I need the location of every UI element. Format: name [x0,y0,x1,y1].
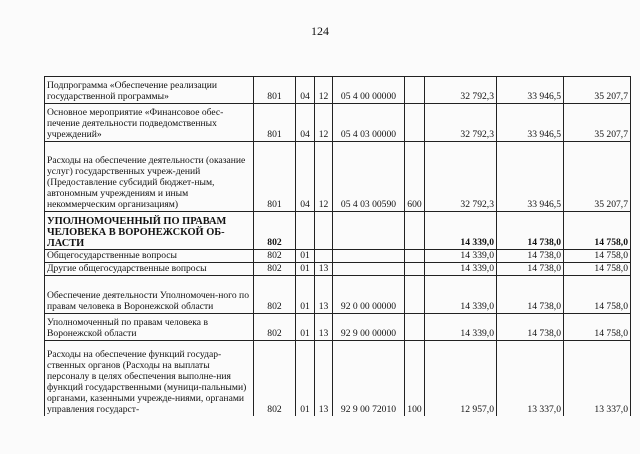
cell-grbs: 801 [254,104,296,142]
cell-csr [333,212,405,250]
cell-rz [296,212,315,250]
cell-grbs: 802 [254,276,296,314]
cell-rz: 04 [296,104,315,142]
cell-amount-year-3: 13 337,0 [564,341,631,416]
cell-rz: 01 [296,276,315,314]
cell-amount-year-2: 33 946,5 [497,77,564,104]
cell-grbs: 802 [254,263,296,276]
cell-amount-year-1: 14 339,0 [425,250,497,263]
cell-vr [405,250,425,263]
cell-vr [405,77,425,104]
cell-amount-year-1: 32 792,3 [425,77,497,104]
table-row [45,77,631,104]
cell-csr: 92 9 00 72010 [333,341,405,416]
cell-csr: 92 9 00 00000 [333,314,405,341]
cell-vr [405,314,425,341]
row-name: Основное мероприятие «Финансовое обес-печение деятельности подведомственных учреждений» [45,104,254,142]
cell-pr: 12 [315,142,333,212]
cell-amount-year-1: 14 339,0 [425,314,497,341]
cell-vr [405,263,425,276]
cell-amount-year-3: 14 758,0 [564,276,631,314]
cell-grbs: 802 [254,212,296,250]
cell-grbs: 802 [254,250,296,263]
row-name: Расходы на обеспечение деятельности (оказание услуг) государственных учреж-дений (Предоставление субсидий бюджет-ным, автономным учреждениям и иным некоммерческим организациям) [45,142,254,212]
cell-grbs: 802 [254,341,296,416]
table-row [45,263,631,276]
cell-csr: 05 4 03 00590 [333,142,405,212]
cell-rz: 04 [296,77,315,104]
cell-pr: 12 [315,77,333,104]
cell-amount-year-2: 14 738,0 [497,212,564,250]
row-name: Общегосударственные вопросы [45,250,254,263]
table-row [45,104,631,142]
cell-amount-year-2: 14 738,0 [497,314,564,341]
cell-rz: 01 [296,314,315,341]
table-row [45,142,631,212]
cell-pr: 12 [315,104,333,142]
cell-amount-year-2: 33 946,5 [497,104,564,142]
row-name: УПОЛНОМОЧЕННЫЙ ПО ПРАВАМ ЧЕЛОВЕКА В ВОРОНЕЖСКОЙ ОБ-ЛАСТИ [45,212,254,250]
cell-pr: 13 [315,276,333,314]
cell-amount-year-3: 14 758,0 [564,250,631,263]
cell-vr [405,104,425,142]
table-row [45,276,631,314]
budget-table [44,76,631,416]
table-row [45,314,631,341]
cell-amount-year-3: 14 758,0 [564,212,631,250]
cell-amount-year-3: 35 207,7 [564,77,631,104]
cell-vr [405,276,425,314]
cell-csr [333,250,405,263]
table-row [45,341,631,416]
cell-grbs: 801 [254,77,296,104]
cell-pr [315,250,333,263]
cell-vr [405,212,425,250]
row-name: Другие общегосударственные вопросы [45,263,254,276]
cell-amount-year-3: 14 758,0 [564,314,631,341]
cell-amount-year-1: 12 957,0 [425,341,497,416]
row-name: Уполномоченный по правам человека в Воронежской области [45,314,254,341]
cell-amount-year-3: 14 758,0 [564,263,631,276]
cell-amount-year-1: 32 792,3 [425,142,497,212]
cell-rz: 01 [296,341,315,416]
page-number: 124 [311,24,329,38]
cell-csr [333,263,405,276]
cell-amount-year-2: 13 337,0 [497,341,564,416]
cell-rz: 01 [296,263,315,276]
cell-pr: 13 [315,263,333,276]
cell-amount-year-2: 33 946,5 [497,142,564,212]
table-row [45,212,631,250]
cell-pr: 13 [315,341,333,416]
cell-vr: 100 [405,341,425,416]
cell-amount-year-1: 32 792,3 [425,104,497,142]
cell-vr: 600 [405,142,425,212]
cell-amount-year-2: 14 738,0 [497,276,564,314]
cell-grbs: 801 [254,142,296,212]
cell-amount-year-1: 14 339,0 [425,276,497,314]
cell-pr: 13 [315,314,333,341]
cell-rz: 01 [296,250,315,263]
cell-csr: 05 4 03 00000 [333,104,405,142]
row-name: Обеспечение деятельности Уполномочен-ного по правам человека в Воронежской области [45,276,254,314]
cell-amount-year-1: 14 339,0 [425,212,497,250]
cell-rz: 04 [296,142,315,212]
cell-amount-year-1: 14 339,0 [425,263,497,276]
cell-amount-year-2: 14 738,0 [497,263,564,276]
row-name: Подпрограмма «Обеспечение реализации государственной программы» [45,77,254,104]
table-row [45,250,631,263]
cell-amount-year-2: 14 738,0 [497,250,564,263]
row-name: Расходы на обеспечение функций государ-ственных органов (Расходы на выплаты персоналу в целях обеспечения выполне-ния функций государственными (муници-пальными) органами, казенными учрежде-ниями, органами управления государст- [45,341,254,416]
cell-pr [315,212,333,250]
cell-amount-year-3: 35 207,7 [564,142,631,212]
cell-csr: 05 4 00 00000 [333,77,405,104]
cell-grbs: 802 [254,314,296,341]
cell-csr: 92 0 00 00000 [333,276,405,314]
cell-amount-year-3: 35 207,7 [564,104,631,142]
